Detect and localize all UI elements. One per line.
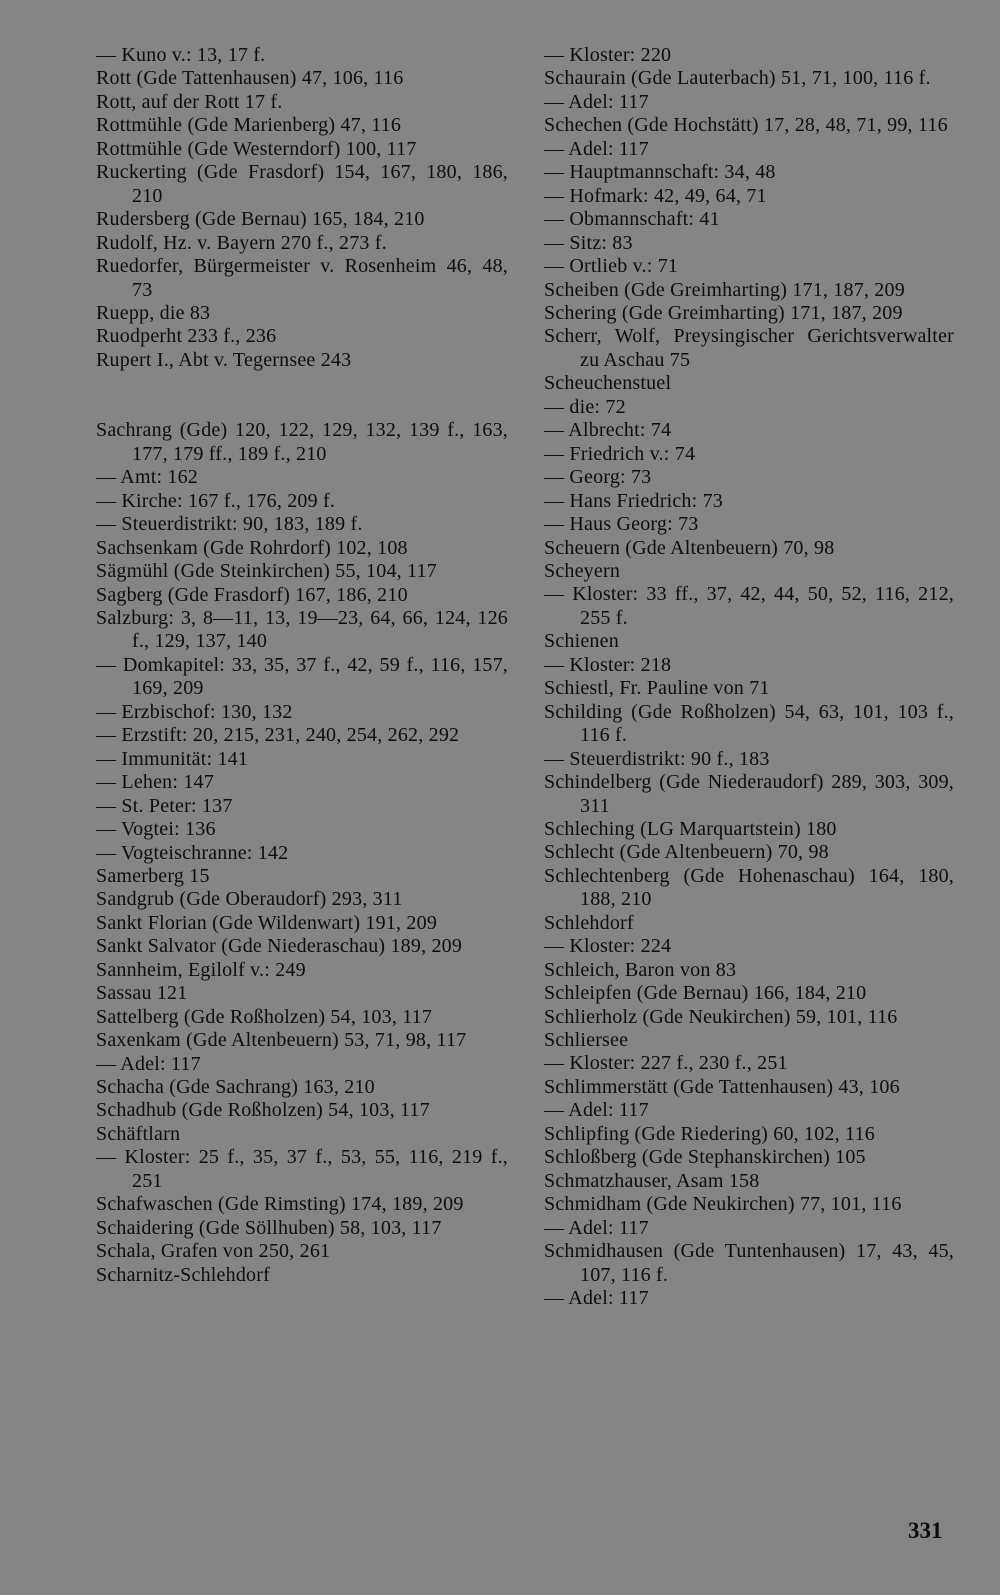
index-subentry: — Ortlieb v.: 71 xyxy=(544,255,679,278)
index-entry: Rupert I., Abt v. Tegernsee 243 xyxy=(96,348,352,371)
index-subentry: — Lehen: 147 xyxy=(96,771,214,794)
index-entry: Sankt Salvator (Gde Niederaschau) 189, 209 xyxy=(96,935,463,958)
index-entry: Rottmühle (Gde Marienberg) 47, 116 xyxy=(96,114,402,137)
index-entry: Schlierholz (Gde Neukirchen) 59, 101, 116 xyxy=(544,1005,898,1028)
index-subentry: — Kloster: 224 xyxy=(544,935,672,958)
index-entry: Schiestl, Fr. Pauline von 71 xyxy=(544,677,770,700)
index-entry: Schaidering (Gde Söllhuben) 58, 103, 117 xyxy=(96,1216,442,1239)
index-column-left xyxy=(96,44,508,1287)
index-entry: Schleipfen (Gde Bernau) 166, 184, 210 xyxy=(544,982,867,1005)
index-subentry: — Erzstift: 20, 215, 231, 240, 254, 262, 292 xyxy=(96,724,460,747)
index-subentry: — Kloster: 220 xyxy=(544,44,672,66)
index-subentry: — Adel: 117 xyxy=(544,137,649,160)
index-subentry: — Kloster: 218 xyxy=(544,653,672,676)
index-entry: Schliersee xyxy=(544,1029,629,1052)
index-entry: Schaurain (Gde Lauterbach) 51, 71, 100, 116 f. xyxy=(544,67,931,90)
index-entry: Schindelberg (Gde Niederaudorf) 289, 303, 309, 311 xyxy=(544,771,954,817)
index-entry: Sachsenkam (Gde Rohrdorf) 102, 108 xyxy=(96,536,408,559)
index-subentry: — St. Peter: 137 xyxy=(96,794,233,817)
index-entry: Schlipfing (Gde Riedering) 60, 102, 116 xyxy=(544,1122,875,1145)
index-entry: Schmatzhauser, Asam 158 xyxy=(544,1169,760,1192)
index-entry: Schadhub (Gde Roßholzen) 54, 103, 117 xyxy=(96,1099,430,1122)
index-entry: Ruepp, die 83 xyxy=(96,301,211,324)
index-entry: Samerberg 15 xyxy=(96,864,210,887)
index-entry: Schala, Grafen von 250, 261 xyxy=(96,1240,331,1263)
index-entry: Ruedorfer, Bürgermeister v. Rosenheim 46, 48, 73 xyxy=(96,255,508,301)
index-subentry: — Adel: 117 xyxy=(544,1216,649,1239)
index-entry: Schleching (LG Marquartstein) 180 xyxy=(544,817,837,840)
index-entry: Scharnitz-Schlehdorf xyxy=(96,1263,270,1286)
index-subentry: — Kloster: 25 f., 35, 37 f., 53, 55, 116, 219 f., 251 xyxy=(96,1146,508,1192)
index-entry: Rott (Gde Tattenhausen) 47, 106, 116 xyxy=(96,67,404,90)
index-entry: Rudolf, Hz. v. Bayern 270 f., 273 f. xyxy=(96,231,387,254)
index-entry: Schmidham (Gde Neukirchen) 77, 101, 116 xyxy=(544,1193,902,1216)
index-entry: Sankt Florian (Gde Wildenwart) 191, 209 xyxy=(96,911,438,934)
index-subentry: — Adel: 117 xyxy=(544,1099,649,1122)
index-entry: Ruodperht 233 f., 236 xyxy=(96,325,277,348)
index-subentry: — Steuerdistrikt: 90, 183, 189 f. xyxy=(96,513,363,536)
index-entry: Sandgrub (Gde Oberaudorf) 293, 311 xyxy=(96,888,403,911)
index-entry: Sassau 121 xyxy=(96,982,188,1005)
index-subentry: — Hans Friedrich: 73 xyxy=(544,489,723,512)
index-entry: Rudersberg (Gde Bernau) 165, 184, 210 xyxy=(96,208,425,231)
section-gap xyxy=(96,372,508,419)
index-subentry: — Adel: 117 xyxy=(96,1052,201,1075)
index-entry: Saxenkam (Gde Altenbeuern) 53, 71, 98, 117 xyxy=(96,1029,467,1052)
index-subentry: — Domkapitel: 33, 35, 37 f., 42, 59 f., 116, 157, 169, 209 xyxy=(96,653,508,700)
index-entry: Sägmühl (Gde Steinkirchen) 55, 104, 117 xyxy=(96,560,437,583)
index-subentry: — Erzbischof: 130, 132 xyxy=(96,700,293,723)
index-entry: Scheiben (Gde Greimharting) 171, 187, 209 xyxy=(544,278,905,301)
index-subentry: — Kuno v.: 13, 17 f. xyxy=(96,44,266,66)
index-subentry: — Immunität: 141 xyxy=(96,747,249,770)
index-entry: Schlimmerstätt (Gde Tattenhausen) 43, 106 xyxy=(544,1075,900,1098)
index-entry: Schleich, Baron von 83 xyxy=(544,958,737,981)
index-entry: Schacha (Gde Sachrang) 163, 210 xyxy=(96,1076,375,1099)
index-subentry: — Amt: 162 xyxy=(96,466,199,489)
index-entry: Scheyern xyxy=(544,559,621,582)
index-subentry: — Vogtei: 136 xyxy=(96,818,216,841)
index-entry: Ruckerting (Gde Frasdorf) 154, 167, 180, 186, 210 xyxy=(96,161,508,207)
index-entry: Sattelberg (Gde Roßholzen) 54, 103, 117 xyxy=(96,1005,433,1028)
index-subentry: — Obmannschaft: 41 xyxy=(544,208,720,231)
index-subentry: — Steuerdistrikt: 90 f., 183 xyxy=(544,747,770,770)
index-entry: Schechen (Gde Hochstätt) 17, 28, 48, 71, 99, 116 xyxy=(544,114,948,137)
index-entry: Schmidhausen (Gde Tuntenhausen) 17, 43, 45, 107, 116 f. xyxy=(544,1240,954,1286)
index-entry: Scheuern (Gde Altenbeuern) 70, 98 xyxy=(544,536,835,559)
index-entry: Rottmühle (Gde Westerndorf) 100, 117 xyxy=(96,137,417,160)
page-number: 331 xyxy=(908,1518,943,1543)
index-subentry: — Kloster: 227 f., 230 f., 251 xyxy=(544,1052,788,1075)
index-entry: Sannheim, Egilolf v.: 249 xyxy=(96,958,306,981)
index-subentry: — Vogteischranne: 142 xyxy=(96,841,289,864)
index-subentry: — Adel: 117 xyxy=(544,90,649,113)
index-entry: Sagberg (Gde Frasdorf) 167, 186, 210 xyxy=(96,583,408,606)
index-subentry: — Albrecht: 74 xyxy=(544,419,672,442)
index-entry: Schlecht (Gde Altenbeuern) 70, 98 xyxy=(544,841,829,864)
index-subentry: — Kirche: 167 f., 176, 209 f. xyxy=(96,489,336,512)
index-entry: Schloßberg (Gde Stephanskirchen) 105 xyxy=(544,1146,866,1169)
index-subentry: — Sitz: 83 xyxy=(544,231,633,254)
index-subentry: — Haus Georg: 73 xyxy=(544,513,699,536)
index-entry: Rott, auf der Rott 17 f. xyxy=(96,90,283,113)
index-column-right xyxy=(544,44,954,1310)
index-subentry: — Hauptmannschaft: 34, 48 xyxy=(544,161,776,184)
index-entry: Schering (Gde Greimharting) 171, 187, 209 xyxy=(544,301,903,324)
index-subentry: — Adel: 117 xyxy=(544,1287,649,1310)
index-entry: Salzburg: 3, 8—11, 13, 19—23, 64, 66, 124, 126 f., 129, 137, 140 xyxy=(96,606,508,653)
index-entry: Schlehdorf xyxy=(544,911,634,934)
index-subentry: — Friedrich v.: 74 xyxy=(544,442,696,465)
index-entry: Schienen xyxy=(544,630,619,653)
index-entry: Scherr, Wolf, Preysingischer Gerichtsverwalter zu Aschau 75 xyxy=(544,325,954,371)
index-entry: Schilding (Gde Roßholzen) 54, 63, 101, 103 f., 116 f. xyxy=(544,700,954,747)
index-entry: Scheuchenstuel xyxy=(544,372,672,395)
index-subentry: — Kloster: 33 ff., 37, 42, 44, 50, 52, 116, 212, 255 f. xyxy=(544,583,954,629)
index-subentry: — Hofmark: 42, 49, 64, 71 xyxy=(544,184,767,207)
index-entry: Schlechtenberg (Gde Hohenaschau) 164, 180, 188, 210 xyxy=(544,864,954,911)
index-entry: Schäftlarn xyxy=(96,1122,181,1145)
index-entry: Sachrang (Gde) 120, 122, 129, 132, 139 f., 163, 177, 179 ff., 189 f., 210 xyxy=(96,419,508,465)
index-subentry: — die: 72 xyxy=(544,395,626,418)
index-subentry: — Georg: 73 xyxy=(544,466,652,489)
index-entry: Schafwaschen (Gde Rimsting) 174, 189, 209 xyxy=(96,1193,464,1216)
